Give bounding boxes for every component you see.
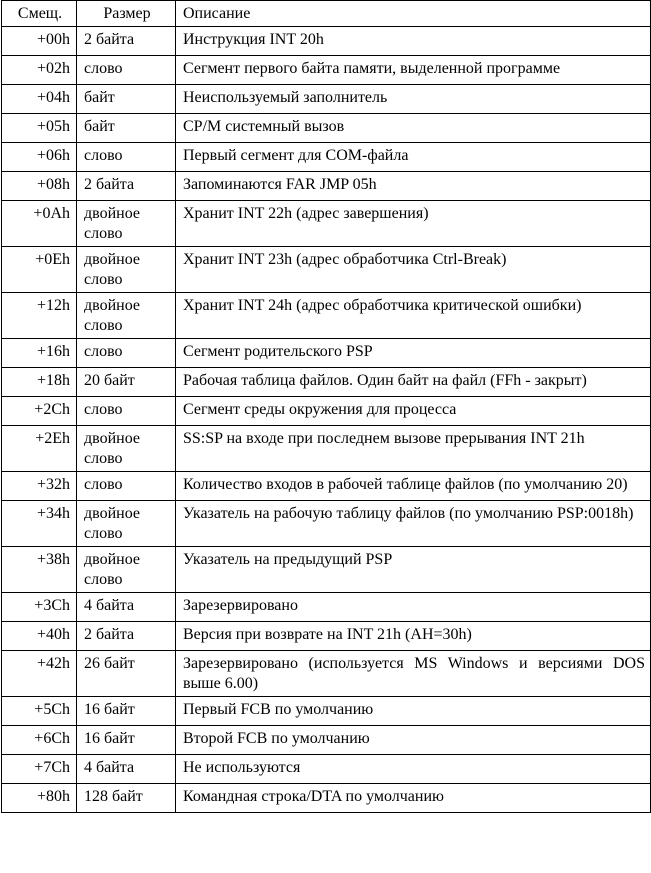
header-row (2, 1, 651, 27)
description-cell: Сегмент первого байта памяти, выделенной программе (176, 56, 651, 85)
table-row (2, 339, 651, 368)
size-cell: двойное слово (77, 293, 176, 339)
size-cell: 20 байт (77, 368, 176, 397)
offset-cell: +38h (2, 547, 77, 593)
description-cell: Зарезервировано (используется MS Windows и версиями DOS выше 6.00) (176, 651, 651, 697)
size-cell: слово (77, 339, 176, 368)
size-cell: двойное слово (77, 201, 176, 247)
table-row (2, 501, 651, 547)
description-cell: Запоминаются FAR JMP 05h (176, 172, 651, 201)
table-row (2, 293, 651, 339)
description-cell: Хранит INT 22h (адрес завершения) (176, 201, 651, 247)
table-row (2, 472, 651, 501)
size-cell: 2 байта (77, 172, 176, 201)
table-row (2, 622, 651, 651)
table-row (2, 56, 651, 85)
table-row (2, 697, 651, 726)
offset-cell: +32h (2, 472, 77, 501)
offset-cell: +0Eh (2, 247, 77, 293)
table-row (2, 201, 651, 247)
size-cell: двойное слово (77, 547, 176, 593)
size-cell: слово (77, 472, 176, 501)
size-cell: слово (77, 143, 176, 172)
offset-cell: +7Ch (2, 755, 77, 784)
description-cell: Количество входов в рабочей таблице файлов (по умолчанию 20) (176, 472, 651, 501)
offset-cell: +40h (2, 622, 77, 651)
offset-cell: +12h (2, 293, 77, 339)
description-cell: Указатель на предыдущий PSP (176, 547, 651, 593)
description-cell: CP/M системный вызов (176, 114, 651, 143)
table-row (2, 114, 651, 143)
size-cell: двойное слово (77, 426, 176, 472)
table-row (2, 397, 651, 426)
description-cell: Сегмент среды окружения для процесса (176, 397, 651, 426)
offset-cell: +80h (2, 784, 77, 813)
table-row (2, 27, 651, 56)
size-cell: 2 байта (77, 622, 176, 651)
description-cell: Указатель на рабочую таблицу файлов (по умолчанию PSP:0018h) (176, 501, 651, 547)
offset-cell: +16h (2, 339, 77, 368)
description-cell: Неиспользуемый заполнитель (176, 85, 651, 114)
size-cell: байт (77, 114, 176, 143)
header-size: Размер (77, 1, 176, 27)
description-cell: Версия при возврате на INT 21h (AH=30h) (176, 622, 651, 651)
table-row (2, 593, 651, 622)
table-row (2, 784, 651, 813)
table-body (2, 27, 651, 813)
size-cell: слово (77, 56, 176, 85)
size-cell: 4 байта (77, 593, 176, 622)
table-row (2, 85, 651, 114)
description-cell: Инструкция INT 20h (176, 27, 651, 56)
table-row (2, 651, 651, 697)
offset-cell: +18h (2, 368, 77, 397)
size-cell: 26 байт (77, 651, 176, 697)
offset-cell: +42h (2, 651, 77, 697)
description-cell: Второй FCB по умолчанию (176, 726, 651, 755)
size-cell: 2 байта (77, 27, 176, 56)
table-row (2, 426, 651, 472)
description-cell: Первый сегмент для COM-файла (176, 143, 651, 172)
offset-cell: +00h (2, 27, 77, 56)
offset-cell: +04h (2, 85, 77, 114)
description-cell: Сегмент родительского PSP (176, 339, 651, 368)
offset-cell: +08h (2, 172, 77, 201)
offset-cell: +34h (2, 501, 77, 547)
description-cell: Хранит INT 24h (адрес обработчика критической ошибки) (176, 293, 651, 339)
offset-cell: +06h (2, 143, 77, 172)
size-cell: 128 байт (77, 784, 176, 813)
size-cell: двойное слово (77, 501, 176, 547)
table-row (2, 547, 651, 593)
table-row (2, 143, 651, 172)
table-row (2, 247, 651, 293)
description-cell: Командная строка/DTA по умолчанию (176, 784, 651, 813)
size-cell: двойное слово (77, 247, 176, 293)
table-row (2, 368, 651, 397)
header-offset: Смещ. (2, 1, 77, 27)
size-cell: 4 байта (77, 755, 176, 784)
table-row (2, 726, 651, 755)
offset-cell: +2Ch (2, 397, 77, 426)
offset-cell: +6Ch (2, 726, 77, 755)
psp-structure-table (1, 0, 651, 813)
description-cell: Рабочая таблица файлов. Один байт на файл (FFh - закрыт) (176, 368, 651, 397)
size-cell: 16 байт (77, 697, 176, 726)
description-cell: Зарезервировано (176, 593, 651, 622)
size-cell: 16 байт (77, 726, 176, 755)
table-row (2, 172, 651, 201)
description-cell: Первый FCB по умолчанию (176, 697, 651, 726)
size-cell: слово (77, 397, 176, 426)
table-header (2, 1, 651, 27)
header-description: Описание (176, 1, 651, 27)
offset-cell: +05h (2, 114, 77, 143)
description-cell: Не используются (176, 755, 651, 784)
offset-cell: +3Ch (2, 593, 77, 622)
offset-cell: +5Ch (2, 697, 77, 726)
size-cell: байт (77, 85, 176, 114)
description-cell: SS:SP на входе при последнем вызове прерывания INT 21h (176, 426, 651, 472)
offset-cell: +2Eh (2, 426, 77, 472)
table-row (2, 755, 651, 784)
description-cell: Хранит INT 23h (адрес обработчика Ctrl-Break) (176, 247, 651, 293)
offset-cell: +02h (2, 56, 77, 85)
offset-cell: +0Ah (2, 201, 77, 247)
